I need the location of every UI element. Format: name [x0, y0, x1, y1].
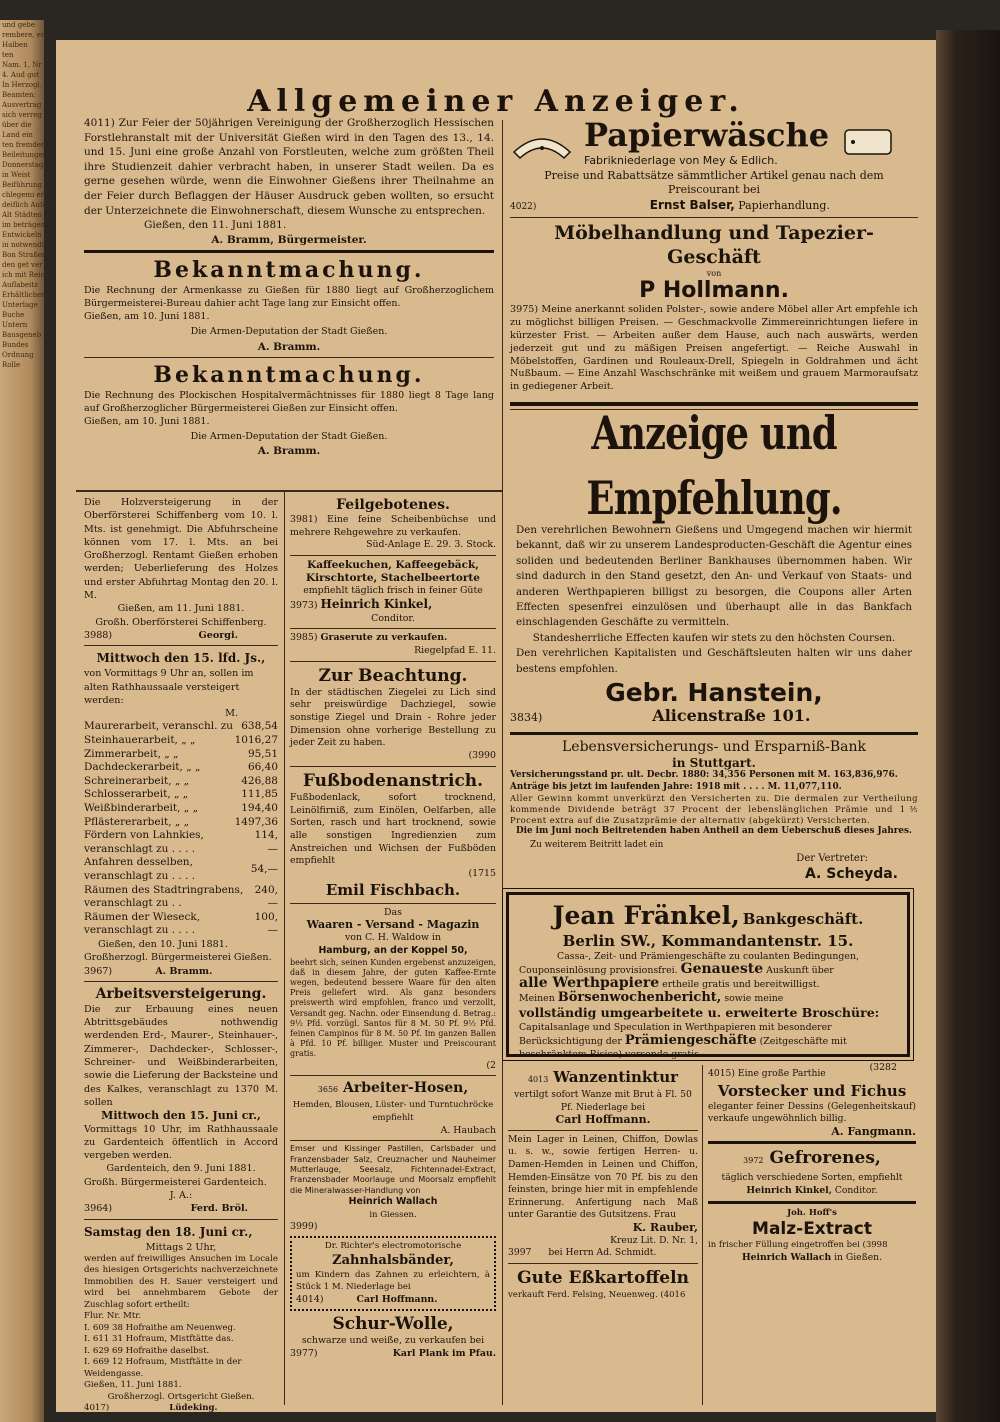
- column-middle: [290, 496, 496, 1360]
- ad-number: 4014): [296, 1294, 324, 1306]
- list-item: I. 609 38 Hofraithe am Neuenweg.: [84, 1322, 236, 1333]
- column-right-bottom-left: [508, 1068, 698, 1301]
- ad-text: vollständig umgearbeitete u. erweiterte Broschüre:: [519, 1005, 880, 1020]
- table-row: [84, 734, 278, 748]
- notice-org: Großherzogl. Ortsgericht Gießen.: [107, 1391, 255, 1402]
- ad-name: Jean Fränkel,: [552, 901, 740, 930]
- ad-text: Preise und Rabattsätze sämmtlicher Artikel genau nach dem Preiscourant bei: [544, 168, 884, 197]
- table-header: Flur. Nr. Mtr.: [84, 1311, 142, 1322]
- left-page-fragment: in notwendig: [2, 241, 49, 249]
- row-label: Räumen des Stadtringrabens, veranschlagt zu . .: [84, 883, 244, 910]
- ad-text: eleganter feiner Dessins (Gelegenheitskauf) verkaufe ungewöhnlich billig.: [708, 1100, 916, 1125]
- ad-heading: Lebensversicherungs- und Ersparniß-Bank: [561, 738, 867, 755]
- column-left-top: [84, 116, 494, 459]
- ad-text: Capitalsanlage und Speculation in Werthpapieren mit besonderer Berücksichtigung der: [519, 1022, 832, 1047]
- divider: [84, 981, 278, 982]
- ad-city: in Stuttgart.: [672, 755, 756, 770]
- ad-wanzentinktur: [508, 1068, 698, 1127]
- table-row: [84, 856, 278, 883]
- ad-name: Heinrich Kinkel,: [320, 596, 433, 611]
- ad-jean-fraenkel: [506, 892, 910, 1073]
- ad-kartoffeln: [508, 1267, 698, 1302]
- left-page-fragment: ten fremden: [2, 141, 46, 149]
- ad-heading: Malz-Extract: [752, 1219, 872, 1240]
- ad-number: 3999): [290, 1221, 318, 1233]
- row-label: Weißbinderarbeit, „ „: [84, 802, 199, 815]
- ad-fussboden: [290, 770, 496, 900]
- left-page-fragment: ten: [2, 51, 14, 59]
- ad-number: 3973): [290, 599, 318, 611]
- row-label: Schlosserarbeit, „ „: [84, 788, 189, 801]
- ad-text: ertheile gratis und bereitwilligst.: [662, 979, 820, 990]
- ad-role: Conditor.: [371, 612, 415, 624]
- notice-date: Gießen, 11. Juni 1881.: [84, 1380, 182, 1391]
- notice-heading: Mittwoch den 15. lfd. Js.,: [96, 651, 266, 666]
- notice-ja: J. A.:: [169, 1190, 193, 1201]
- ad-name: P Hollmann.: [639, 278, 789, 304]
- notice-date: Gießen, den 10. Juni 1881.: [98, 938, 228, 950]
- notice-org: Großherzogl. Bürgermeisterei Gießen.: [84, 952, 272, 964]
- notice-signature: A. Bramm.: [257, 340, 321, 353]
- ad-number: 3656: [317, 1085, 339, 1095]
- ad-city: Hamburg, an der Koppel 50,: [318, 944, 468, 956]
- ad-text: Couponseinlösung provisionsfrei.: [519, 965, 678, 976]
- left-page-edge: [0, 20, 56, 1422]
- ad-bold: Die im Juni noch Beitretenden haben Antheil an dem Ueberschuß dieses Jahres.: [516, 826, 912, 837]
- ad-role: Conditor.: [834, 1184, 878, 1196]
- ad-text: alle Werthpapiere: [519, 975, 660, 991]
- column-rule: [702, 1065, 703, 1405]
- notice-text: Die Rechnung des Plockischen Hospitalvermächtnisses für 1880 liegt 8 Tage lang auf Großherzoglicher Bürgermeisterei Gießen zur Einsicht offen.: [84, 390, 494, 415]
- ad-heading: [290, 1079, 496, 1099]
- column-left-narrow: [84, 496, 278, 1415]
- row-value: 240,—: [254, 883, 278, 910]
- row-value: 1016,27: [234, 734, 278, 747]
- notice-hospital: [84, 361, 494, 459]
- left-page-fragment: über die: [2, 121, 32, 129]
- notice-date-bold: Mittwoch den 15. Juni cr.,: [101, 1109, 261, 1123]
- ad-anzeige: [510, 404, 918, 726]
- ad-kaffeekuchen: [290, 559, 496, 625]
- left-page-fragment: Rolle: [2, 361, 21, 369]
- notice-signature: A. Bramm.: [257, 445, 321, 458]
- left-page-fragment: Ausvertrag: [2, 101, 42, 109]
- ad-text: [510, 304, 918, 394]
- row-label: Räumen der Wieseck, veranschlagt zu . . . .: [84, 910, 201, 937]
- table-row: [84, 775, 278, 789]
- row-label: Maurerarbeit, veranschl. zu: [84, 720, 234, 733]
- ad-address: Alicenstraße 101.: [652, 706, 811, 726]
- ad-address: Riegelpfad E. 11.: [414, 644, 496, 656]
- ad-text2: Standesherrliche Effecten kaufen wir stets zu den höchsten Coursen.: [532, 631, 896, 644]
- ad-beachtung: [290, 665, 496, 763]
- ad-body: Meine anerkannt soliden Polster-, sowie andere Möbel aller Art empfehle ich zu möglichst billigen Preisen. — Geschmackvolle Zimmereinrichtungen liefere in kürzester Frist. — Arbeiten außer dem Hause, auch nach auswärts, werden jederzeit gut und zu mäßigen Preisen angefertigt. — Reiche Auswahl in Möbelstoffen, Gardinen und Rouleaux-Drell, Spiegeln in Goldrahmen und ächt Nußbaum. — Eine Anzahl Waschschränke mit weißem und grauem Marmoraufsatz in gediegener Arbeit.: [510, 304, 918, 393]
- ad-feilgebotenes: [290, 496, 496, 552]
- notice-text: Vormittags 10 Uhr, im Rathhaussaale zu Gardenteich öffentlich in Accord vergeben werden.: [84, 1123, 278, 1162]
- row-value: 100,—: [254, 910, 278, 937]
- row-value: 114,—: [254, 829, 278, 855]
- divider: [84, 1219, 278, 1220]
- left-page-fragment: Entwickeln: [2, 231, 42, 239]
- ad-text: Fußbodenlack, sofort trocknend, Leinölfirniß, zum Einölen, Oelfarben, alle Sorten, rasch und hart trocknend, sowie alle sonstigen Ingredienzien zum Anstreichen und Wichsen der Fußböden empfiehlt: [290, 791, 496, 867]
- ad-name: Heinrich Wallach: [741, 1251, 832, 1263]
- ad-gefrorenes: [708, 1147, 916, 1197]
- ad-vorstecker: [708, 1068, 916, 1138]
- ad-heading: Kaffeekuchen, Kaffeegebäck, Kirschtorte, Stachelbeertorte: [306, 559, 480, 585]
- ad-leinen: [508, 1134, 698, 1260]
- divider: [508, 1263, 698, 1264]
- cuff-icon: [839, 122, 899, 162]
- notice-mittwoch: [84, 649, 278, 978]
- ad-text: Aller Gewinn kommt unverkürzt den Versicherten zu. Die dermalen zur Vertheilung kommende Dividende beträgt 37 Procent der lebenslänglichen Prämie und 1⅗ Procent extra auf die Zusatzprämie der alternativ (abgekürzt) Versicherten.: [510, 793, 918, 826]
- left-page-fragment: Bundes: [2, 341, 29, 349]
- column-right: [510, 116, 918, 881]
- ad-text: um Kindern das Zahnen zu erleichtern, à Stück 1 M. Niederlage bei: [296, 1269, 490, 1293]
- notice-arbeitsversteigerung: [84, 985, 278, 1216]
- left-page-fragment: chlegemi er-: [2, 191, 47, 199]
- ad-heading: Schur-Wolle,: [332, 1313, 454, 1334]
- ad-text: Graserute zu verkaufen.: [320, 632, 448, 644]
- ad-text: Emser und Kissinger Pastillen, Carlsbader und Franzensbader Salz, Creuznacher und Nauheimer Mutterlauge, Seesalz, Fichtennadel-Extract, Franzensbader Moorlauge und Moorsalz empfiehlt die Mineralwasser-Handlung von: [290, 1144, 496, 1195]
- left-page-fragment: Donnerstag,: [2, 161, 46, 169]
- notice-intro: von Vormittags 9 Uhr an, sollen im alten Rathhaussaale versteigert werden:: [84, 668, 254, 706]
- ad-text: empfiehlt täglich frisch in feiner Güte: [303, 585, 483, 597]
- ad-role: Papierhandlung.: [738, 198, 830, 212]
- table-row: [84, 802, 278, 816]
- ad-line: Versicherungsstand pr. ult. Decbr. 1880: 34,356 Personen mit M. 163,836,976.: [510, 770, 898, 781]
- left-page-fragment: Bausgeneb: [2, 331, 42, 339]
- ad-number: 3964): [84, 1203, 113, 1215]
- notice-signature: Georgi.: [198, 629, 238, 641]
- ad-text: sowie meine: [724, 993, 784, 1004]
- left-page-fragment: Unterlage: [2, 301, 38, 309]
- notice-heading: Arbeitsversteigerung.: [95, 985, 267, 1002]
- ad-heading: Vorstecker und Fichus: [717, 1081, 907, 1100]
- book-binding: [936, 30, 1000, 1422]
- notice-forstfeier: [84, 116, 494, 247]
- ad-number: (4016: [660, 1289, 686, 1300]
- left-page-fragment: In Herzogl.: [2, 81, 42, 89]
- ad-heading: Gute Eßkartoffeln: [517, 1267, 689, 1288]
- notice-org: Großh. Oberförsterei Schiffenberg.: [95, 616, 267, 628]
- ad-heading: Papierwäsche: [584, 116, 830, 154]
- ad-text: Mein Lager in Leinen, Chiffon, Dowlas u. s. w., sowie fertigen Herren- u. Damen-Hemden in Leinen und Chiffon, Hemden-Einsätze von 70 Pf. bis zu den feinsten, bringe hier mit in empfehlende Erinnerung. Anfertigung nach Maß unter Garantie des Gutsitzens. Frau: [508, 1133, 698, 1221]
- notice-holzversteigerung: [84, 496, 278, 642]
- ad-name: Ernst Balser,: [649, 197, 735, 212]
- ad-name: Karl Plank im Pfau.: [392, 1347, 496, 1359]
- column-rule: [502, 120, 503, 1405]
- ad-zahnhals: [290, 1236, 496, 1311]
- row-value: 426,88: [241, 774, 278, 787]
- row-label: Dachdeckerarbeit, „ „: [84, 761, 201, 774]
- divider: [290, 1075, 496, 1076]
- cost-table: [84, 720, 278, 829]
- divider: [84, 645, 278, 646]
- notice-text: Die Rechnung der Armenkasse zu Gießen für 1880 liegt auf Großherzoglichem Bürgermeisterei-Bureau dahier acht Tage lang zur Einsicht offen.: [84, 285, 494, 310]
- divider: [84, 250, 494, 253]
- ad-name: A. Fangmann.: [831, 1124, 916, 1138]
- ad-number: (1715: [468, 868, 496, 880]
- ad-text: Prämiengeschäfte: [624, 1033, 757, 1048]
- left-page-fragment: Buche: [2, 311, 25, 319]
- ad-pre: Das: [384, 906, 402, 918]
- row-label: Schreinerarbeit, „ „: [84, 774, 190, 787]
- ad-name: Carl Hoffmann.: [356, 1294, 438, 1306]
- ad-number: 3967): [84, 965, 113, 977]
- divider: [510, 732, 918, 735]
- ad-text: Den verehrlichen Bewohnern Gießens und Umgegend machen wir hiermit bekannt, daß wir zu unserem Landesproducten-Geschäft die Agentur eines soliden und bedeutenden Berliner Bankhauses übernommen haben. Wir sind dadurch in den Stand gesetzt, den An- und Verkauf von Staats- und anderen Werthpapieren billigst zu besorgen, die Coupons aller Arten Effecten spesenfrei einzulösen und überhaupt alle in das Bankfach einschlagenden Geschäfte zu vermitteln.: [516, 523, 912, 629]
- divider: [84, 357, 494, 358]
- ad-number: (2: [486, 1059, 496, 1071]
- table-row: [84, 748, 278, 762]
- left-page-fragment: Auflabeitz: [2, 281, 38, 289]
- ad-heading: Feilgebotenes.: [336, 497, 450, 513]
- notice-samstag: [84, 1223, 278, 1415]
- left-page-fragment: den get ver: [2, 261, 43, 269]
- column-rule: [284, 492, 285, 1405]
- left-page-fragment: im beträgen: [2, 221, 46, 229]
- ad-moebel: [510, 221, 918, 394]
- left-page-fragment: Bon Straßen: [2, 251, 47, 259]
- row-value: 1497,36: [234, 815, 278, 828]
- table-row: [84, 884, 278, 911]
- ad-heading: Fußbodenanstrich.: [302, 770, 484, 791]
- table-row: [84, 829, 278, 856]
- ad-number: 4015): [708, 1068, 735, 1079]
- ad-rep: Der Vertreter:: [796, 853, 868, 865]
- left-page-fragment: 4. Aud gut: [2, 71, 39, 79]
- ad-address: bei Herrn Ad. Schmidt.: [548, 1247, 657, 1259]
- table-row: [84, 816, 278, 830]
- divider: [290, 1140, 496, 1141]
- ad-pre: Eine große Parthie: [737, 1068, 826, 1079]
- ad-text: täglich verschiedene Sorten, empfiehlt: [721, 1172, 903, 1184]
- divider: [290, 555, 496, 556]
- row-label: Pflästererarbeit, „ „: [84, 815, 190, 828]
- ad-subheading: Fabrikniederlage von Mey & Edlich.: [584, 154, 778, 167]
- divider: [290, 661, 496, 662]
- notice-heading: Bekanntmachung.: [153, 362, 425, 389]
- ad-name: K. Rauber,: [632, 1220, 698, 1234]
- ad-city: in Giessen.: [369, 1209, 417, 1220]
- ad-malz: [708, 1207, 916, 1265]
- ad-heading: Zahnhalsbänder,: [332, 1252, 454, 1268]
- ad-title: Wanzentinktur: [553, 1068, 679, 1086]
- ad-number: 4017): [84, 1403, 110, 1414]
- currency-label: M.: [225, 708, 238, 720]
- ad-text: beehrt sich, seinen Kunden ergebenst anzuzeigen, daß in diesem Jahre, der guten Kaffee-Ernte wegen, bedeutend bessere Waare für den alten Preis geliefert wird. Als ganz besonders preiswerth wird empfohlen, franco und verzollt, Versandt geg. Nachn. oder Einsendung d. Betrag.: 9½ Pfd. vorzügl. Santos für 8 M. 50 Pf. 9½ Pfd. feinen Campinos für 8 M. 50 Pf. Im ganzen Ballen à Pfd. 10 Pf. billiger. Muster und Preiscourant gratis.: [290, 957, 496, 1059]
- left-page-fragment: Halben: [2, 41, 28, 49]
- left-page-fragment: in Weist: [2, 171, 31, 179]
- ad-von: von: [706, 269, 722, 279]
- ad-text: Meinen: [519, 993, 555, 1004]
- notice-signature: A. Bramm, Bürgermeister.: [211, 233, 367, 246]
- row-label: Anfahren desselben, veranschlagt zu . . . .: [84, 856, 196, 882]
- list-item: I. 669 12 Hofraum, Mistftätte in der Weidengasse.: [84, 1357, 242, 1379]
- newspaper-page: [56, 40, 936, 1412]
- divider: [708, 1141, 916, 1144]
- ad-heading: Möbelhandlung und Tapezier-Geschäft: [554, 222, 874, 269]
- notice-date: Gießen, am 10. Juni 1881.: [84, 311, 210, 323]
- ad-number: 3997: [508, 1247, 532, 1259]
- ad-emser: [290, 1144, 496, 1234]
- ad-address: Süd-Anlage E. 29. 3. Stock.: [366, 539, 496, 551]
- property-list: [84, 1323, 278, 1381]
- ad-heading: [508, 1068, 698, 1089]
- ad-line: Anträge bis jetzt im laufenden Jahre: 1918 mit . . . . M. 11,077,110.: [510, 781, 842, 792]
- ad-more: Zu weiterem Beitritt ladet ein: [530, 839, 664, 850]
- row-value: 54,—: [250, 863, 278, 876]
- ad-text: schwarze und weiße, zu verkaufen bei: [301, 1334, 485, 1346]
- notice-heading: Samstag den 18. Juni cr.,: [84, 1224, 253, 1239]
- left-page-fragment: Alt Städten: [2, 211, 43, 219]
- left-page-fragment: Beiführung: [2, 181, 42, 189]
- notice-date: Gießen, den 11. Juni 1881.: [144, 219, 287, 232]
- left-page-fragment: Beileitungen: [2, 151, 48, 159]
- left-page-fragment: Beamten:: [2, 91, 36, 99]
- ad-lebensversicherung: [510, 738, 918, 882]
- ad-schurwolle: [290, 1313, 496, 1360]
- collar-icon: [510, 122, 574, 162]
- ad-name: Gebr. Hanstein,: [605, 678, 823, 708]
- ad-title: Arbeiter-Hosen,: [343, 1080, 469, 1097]
- ad-text: 3981) Eine feine Scheibenbüchse und mehrere Rehgewehre zu verkaufen.: [290, 514, 496, 538]
- row-value: 66,40: [247, 761, 278, 774]
- ad-text: in frischer Füllung eingetroffen bei: [708, 1240, 860, 1251]
- ad-text: Hemden, Blousen, Lüster- und Turntuchröcke empfiehlt: [292, 1100, 494, 1124]
- ad-from: von C. H. Waldow in: [345, 932, 441, 944]
- notice-signature: Ferd. Bröl.: [190, 1203, 248, 1215]
- ad-text: Genaueste: [680, 961, 764, 977]
- ad-text: vertilgt sofort Wanze mit Brut à Fl. 50 Pf. Niederlage bei: [514, 1089, 692, 1113]
- notice-signature: A. Bramm.: [155, 965, 213, 977]
- ad-pre: Dr. Richter's electromotorische: [324, 1241, 462, 1252]
- ad-versand: [290, 907, 496, 1073]
- ad-name: A. Scheyda.: [804, 865, 898, 882]
- masthead-title: Allgemeiner Anzeiger.: [247, 84, 745, 119]
- left-page-fragment: ich mit Reicht: [2, 271, 52, 279]
- ad-number: 3977): [290, 1347, 318, 1359]
- ad-text: Auskunft über: [766, 965, 834, 976]
- notice-date: Gardenteich, den 9. Juni 1881.: [106, 1163, 256, 1175]
- ad-number: 4022): [510, 201, 537, 212]
- ad-text: (Zeitgeschäfte mit beschränktem Risico) versende gratis.: [519, 1036, 847, 1060]
- row-value: 638,54: [241, 720, 278, 733]
- divider: [290, 903, 496, 904]
- notice-text: Die zur Erbauung eines neuen Abtrittsgebäudes nothwendig werdenden Erd-, Maurer-, Steinhauer-, Zimmerer-, Dachdecker-, Schlosser-, Schreiner- und Weißbinderarbeiten, sowie die Lieferung der Backsteine und des Kalkes, veranschlagt zu 1370 M. sollen: [84, 1003, 278, 1108]
- ad-number: 3985): [290, 632, 318, 644]
- ad-text: In der städtischen Ziegelei zu Lich sind sehr preiswürdige Dachziegel, sowie sonstige Ziegel und Drain - Rohre jeder Dimension ohne vorherige Bestellung zu jeder Zeit zu haben.: [290, 686, 496, 749]
- row-label: Steinhauerarbeit, „ „: [84, 734, 196, 747]
- ad-number: 3975): [510, 304, 539, 316]
- ad-address: Kreuz Lit. D. Nr. 1,: [610, 1234, 698, 1246]
- ad-papierwaesche: [510, 116, 918, 214]
- ad-text: Cassa-, Zeit- und Prämiengeschäfte zu coulanten Bedingungen,: [557, 951, 859, 962]
- ad-number: 3988): [84, 629, 113, 641]
- notice-text: 4011) Zur Feier der 50jährigen Vereinigung der Großherzoglich Hessischen Forstlehranstalt mit der Universität Gießen wird in den Tagen des 13., 14. und 15. Juni eine große Anzahl von Forstleuten, welche zum größten Theil ihre Studienzeit dahier verbracht haben, in unserer Stadt weilen. Da es gerne gesehen würde, wenn die Einwohner Gießens ihrer Theilnahme an der Feier durch Beflaggen der Häuser Ausdruck geben wollten, so ersucht der Unterzeichnete die Einwohnerschaft, diesem Wunsche zu entsprechen.: [84, 117, 494, 217]
- ad-pre: Joh. Hoff's: [787, 1207, 837, 1218]
- ad-graserute: [290, 632, 496, 657]
- notice-signature: Lüdeking.: [169, 1403, 218, 1414]
- row-label: Zimmerarbeit, „ „: [84, 747, 179, 760]
- ad-address: Berlin SW., Kommandantenstr. 15.: [562, 932, 854, 950]
- notice-text: Die Holzversteigerung in der Oberförsterei Schiffenberg vom 10. l. Mts. ist genehmigt. Die Abfuhrscheine können vom 17. l. Mts. an bei Großherzogl. Rentamt Gießen erhoben werden; Ueberlieferung des Holzes und erster Abfuhrtag Montag den 20. l. M.: [84, 497, 278, 602]
- left-page-fragment: Nam. 1, Nr: [2, 61, 42, 69]
- left-page-fragment: Untern: [2, 321, 28, 329]
- divider: [510, 217, 918, 218]
- row-value: 95,51: [247, 747, 278, 760]
- ad-name: Carl Hoffmann.: [555, 1113, 651, 1127]
- ad-number: (3990: [468, 750, 496, 762]
- ad-text3: Den verehrlichen Kapitalisten und Geschäftsleuten halten wir uns daher bestens empfohlen.: [516, 647, 912, 675]
- notice-org: Großh. Bürgermeisterei Gardenteich.: [84, 1176, 267, 1188]
- ad-name: Heinrich Wallach: [348, 1195, 438, 1207]
- left-page-fragment: Land ein: [2, 131, 33, 139]
- ad-number: (3998: [862, 1240, 888, 1251]
- divider: [708, 1201, 916, 1204]
- divider: [76, 490, 502, 492]
- left-page-fragment: deiflich Aufend: [2, 201, 56, 209]
- ad-heading: [708, 1147, 916, 1172]
- divider: [290, 766, 496, 767]
- row-value: 194,40: [241, 802, 278, 815]
- notice-org: Die Armen-Deputation der Stadt Gießen.: [190, 325, 388, 337]
- notice-time: Mittags 2 Uhr,: [145, 1241, 217, 1253]
- ad-heading: Anzeige und Empfehlung.: [586, 404, 842, 525]
- notice-date: Gießen, am 11. Juni 1881.: [117, 603, 245, 615]
- notice-date: Gießen, am 10. Juni 1881.: [84, 416, 210, 428]
- row-value: 111,85: [241, 788, 278, 801]
- ad-text: verkauft Ferd. Felsing, Neuenweg.: [508, 1289, 658, 1300]
- notice-armenkasse: [84, 256, 494, 354]
- column-right-bottom-right: [708, 1068, 916, 1264]
- divider: [290, 628, 496, 629]
- table-row: [84, 720, 278, 734]
- ad-text: Börsenwochenbericht,: [557, 990, 722, 1005]
- ad-name: A. Haubach: [440, 1124, 496, 1136]
- notice-org: Die Armen-Deputation der Stadt Gießen.: [190, 430, 388, 442]
- ad-heading: Waaren - Versand - Magazin: [306, 918, 480, 932]
- table-row: [84, 761, 278, 775]
- left-page-fragment: sich verreg: [2, 111, 42, 119]
- ad-number: 3972: [743, 1156, 764, 1166]
- notice-heading: Bekanntmachung.: [153, 257, 425, 284]
- ad-title: Gefrorenes,: [769, 1148, 881, 1169]
- ad-number: 4013: [527, 1075, 549, 1084]
- ad-number: 3834): [510, 711, 543, 725]
- ad-hosen: [290, 1079, 496, 1137]
- ad-number: (3282: [869, 1062, 897, 1073]
- left-page-fragment: Ordnung: [2, 351, 34, 359]
- ad-role: Bankgeschäft.: [742, 910, 864, 928]
- left-page-fragment: Erhältlichen: [2, 291, 46, 299]
- list-item: I. 629 69 Hofraithe daselbst.: [84, 1345, 210, 1356]
- ad-name: Heinrich Kinkel,: [746, 1184, 832, 1196]
- cost-table-extra: [84, 829, 278, 938]
- left-page-fragment: und gebe: [2, 21, 35, 29]
- ad-heading: Zur Beachtung.: [318, 665, 468, 686]
- notice-text: werden auf freiwilliges Ansuchen im Locale des hiesigen Ortsgerichts nachverzeichnete Immobilien des H. Sauer versteigert und wird bei annehmbarem Gebote der Zuschlag sofort ertheilt:: [84, 1253, 278, 1310]
- table-row: [84, 788, 278, 802]
- ad-name: Emil Fischbach.: [325, 880, 461, 899]
- ad-city: in Gießen.: [834, 1251, 882, 1263]
- table-row: [84, 911, 278, 938]
- list-item: I. 611 31 Hofraum, Mistftätte das.: [84, 1334, 234, 1345]
- left-page-fragment: rembere, ein: [2, 31, 48, 39]
- divider: [508, 1130, 698, 1131]
- row-label: Fördern von Lahnkies, veranschlagt zu . . . .: [84, 829, 204, 855]
